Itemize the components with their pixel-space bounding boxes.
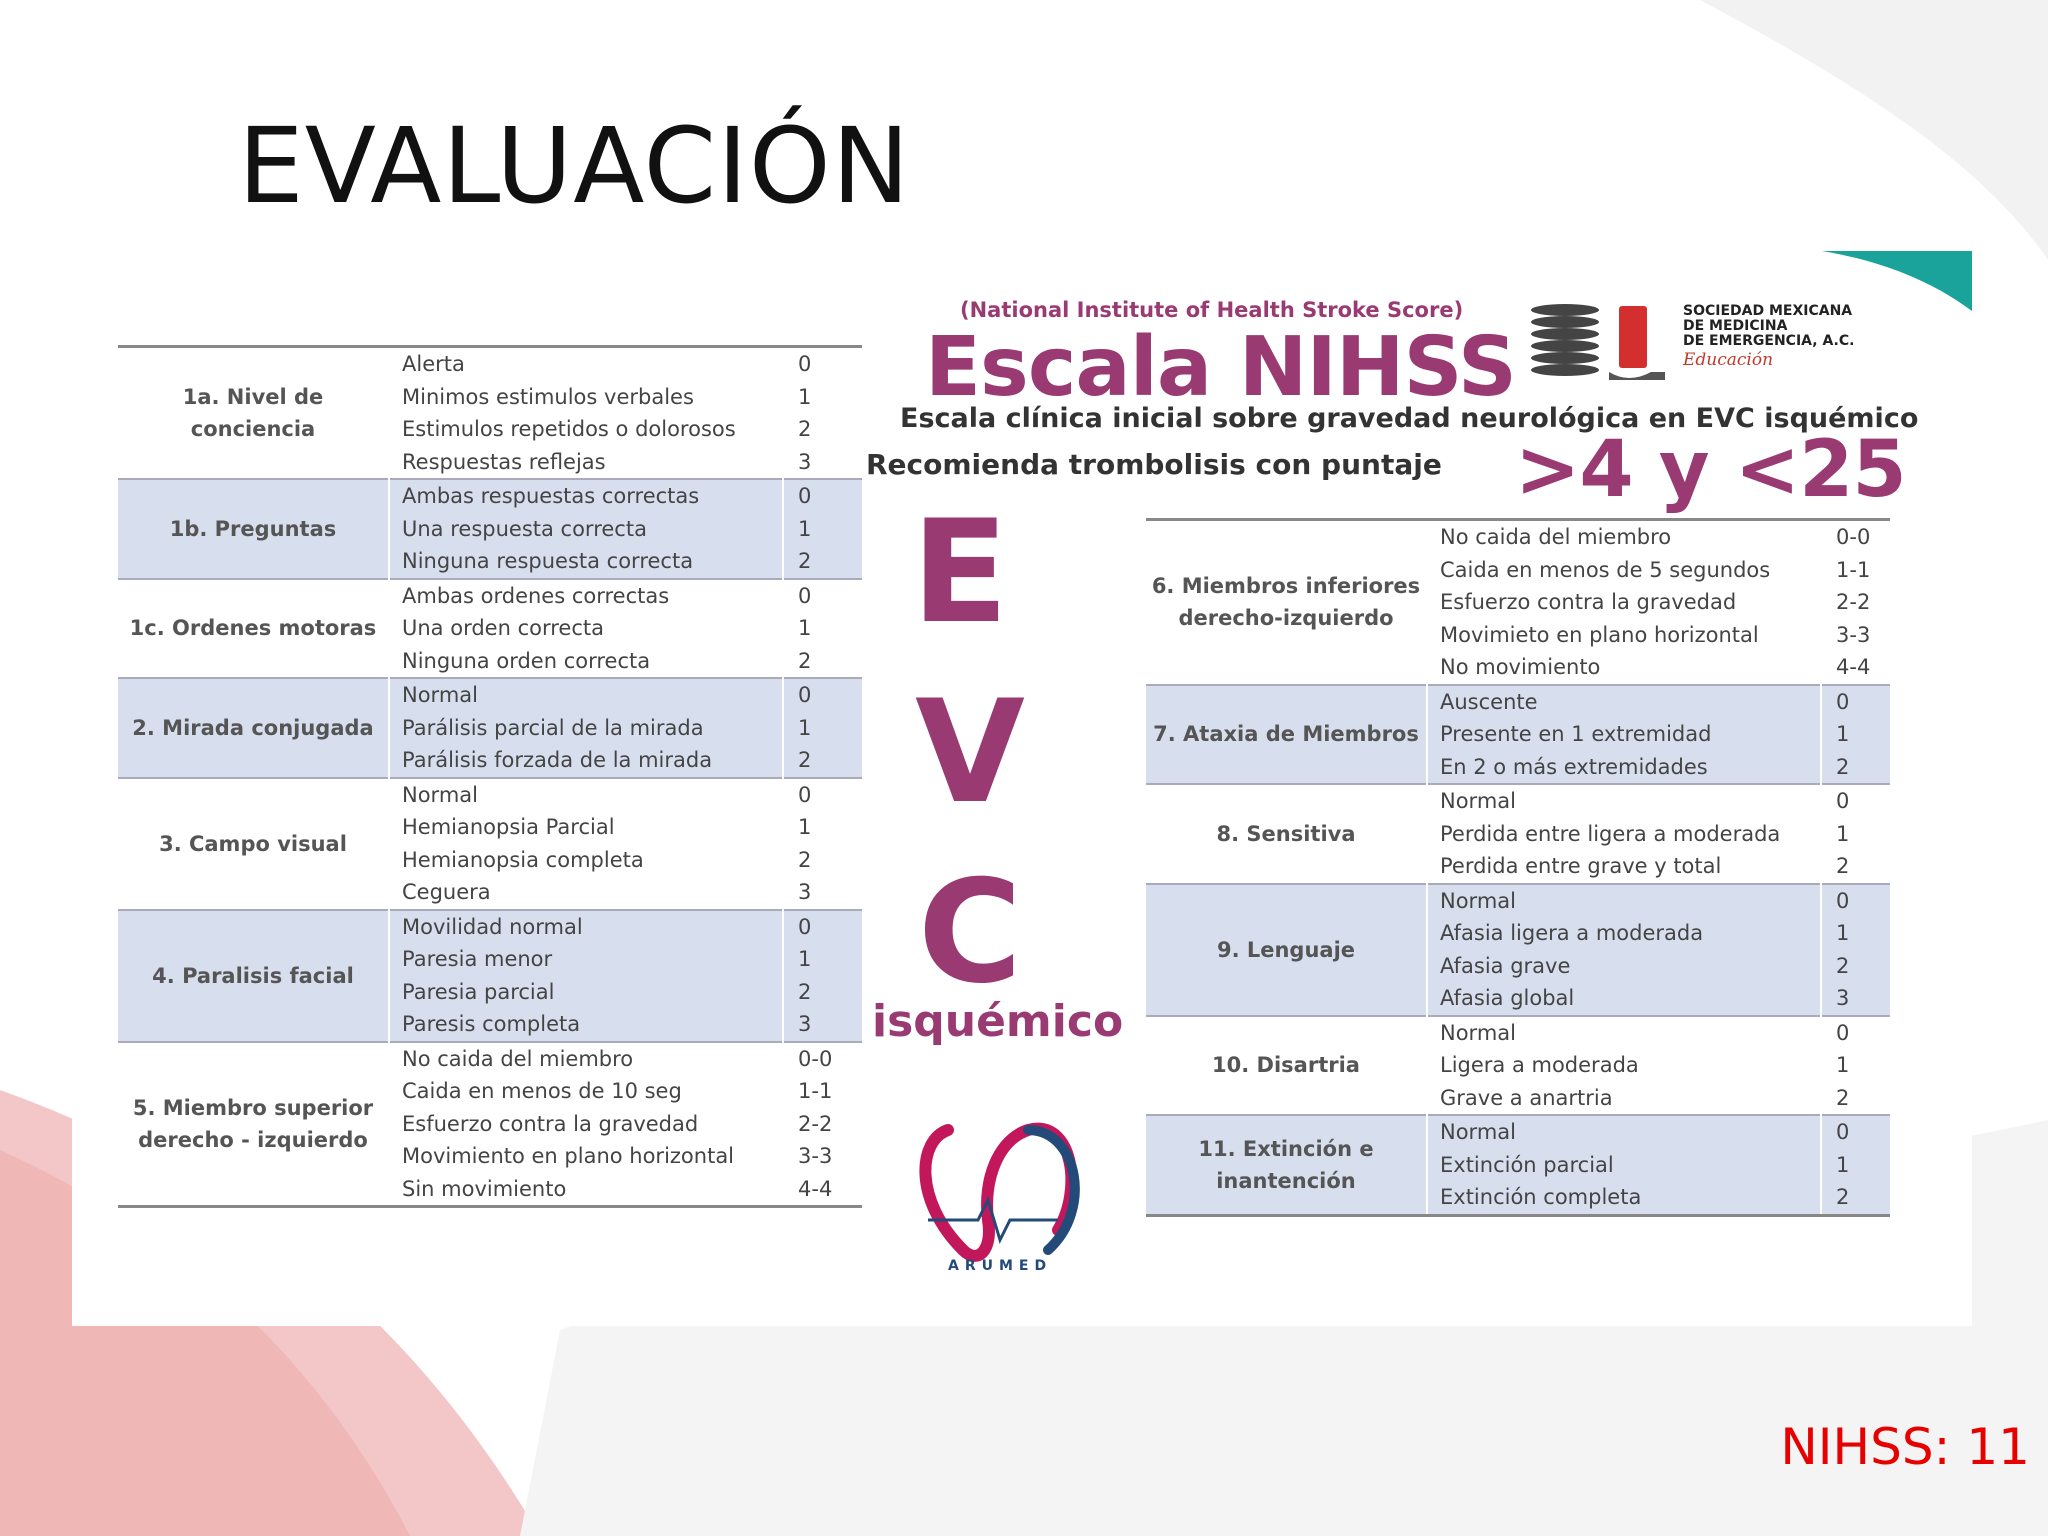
score-value: 2-2 (1836, 590, 1871, 614)
option-text: Normal (1440, 888, 1516, 913)
option-text: No caida del miembro (1440, 525, 1672, 549)
option-text: Caida en menos de 5 segundos (1440, 557, 1771, 582)
option-text: Minimos estimulos verbales (402, 384, 694, 409)
option-text: Hemianopsia completa (402, 847, 644, 872)
score-value: 2 (798, 417, 812, 441)
item-label: 3. Campo visual (159, 831, 347, 856)
option-text: No movimiento (1440, 655, 1601, 679)
escala-title: Escala NIHSS (925, 320, 1516, 415)
score-value: 0 (1836, 888, 1850, 913)
item-scores (1821, 1016, 1890, 1116)
nihss-item-row (118, 347, 862, 480)
item-scores (783, 678, 862, 778)
option-text: Normal (1440, 1020, 1516, 1045)
item-options (389, 347, 783, 480)
society-logo-block (1525, 300, 1945, 390)
nihss-table-right (1146, 518, 1890, 1217)
recommend-text: Recomienda trombolisis con puntaje (866, 448, 1442, 481)
item-label: 1b. Preguntas (118, 479, 389, 579)
item-options (389, 678, 783, 778)
item-options (1427, 784, 1821, 884)
option-text: Afasia ligera a moderada (1440, 921, 1704, 945)
option-text: Respuestas reflejas (402, 449, 606, 474)
score-value: 1 (798, 616, 812, 640)
score-value: 0 (1836, 689, 1850, 714)
option-text: En 2 o más extremidades (1440, 754, 1708, 779)
item-options (389, 479, 783, 579)
nihss-item-row (1146, 1115, 1890, 1215)
option-text: Normal (402, 782, 478, 807)
option-text: Movimiento en plano horizontal (402, 1144, 735, 1168)
item-scores (783, 1042, 862, 1207)
item-options (389, 778, 783, 910)
letter-e: E (911, 490, 1009, 655)
score-value: 2 (798, 648, 812, 673)
score-value: 2 (798, 748, 812, 772)
item-scores (1821, 1115, 1890, 1215)
isquemico-label: isquémico (872, 996, 1124, 1047)
item-options (1427, 520, 1821, 685)
nihss-item-row (1146, 1016, 1890, 1116)
score-value: 0 (798, 914, 812, 939)
score-value: 0 (1836, 789, 1850, 813)
society-name: SOCIEDAD MEXICANA DE MEDICINA DE EMERGENCIA, A.C. (1683, 303, 1855, 349)
item-scores (1821, 884, 1890, 1016)
nihss-item-row (1146, 784, 1890, 884)
slide-title: EVALUACIÓN (238, 105, 911, 227)
option-text: Caida en menos de 10 seg (402, 1079, 682, 1103)
option-text: Sin movimiento (402, 1176, 567, 1201)
item-options (389, 910, 783, 1042)
score-value: 2 (1836, 1085, 1850, 1110)
score-value: 1 (798, 715, 812, 740)
recommend-range: >4 y <25 (1515, 425, 1906, 515)
letter-c: C (917, 850, 1023, 1015)
option-text: Ligera a moderada (1440, 1053, 1639, 1077)
score-value: 1-1 (1836, 557, 1871, 582)
option-text: Ceguera (402, 880, 491, 904)
score-value: 4-4 (1836, 655, 1871, 679)
score-value: 0 (798, 683, 812, 707)
item-label: 1a. Nivel de conciencia (182, 385, 324, 441)
option-text: Grave a anartria (1440, 1085, 1613, 1110)
nihss-item-row (1146, 520, 1890, 685)
score-value: 0 (798, 583, 812, 608)
item-label: 7. Ataxia de Miembros (1146, 685, 1427, 785)
option-text: Hemianopsia Parcial (402, 815, 615, 839)
score-value: 1 (1836, 921, 1850, 945)
item-scores (783, 778, 862, 910)
option-text: Perdida entre grave y total (1440, 854, 1722, 878)
item-scores (1821, 784, 1890, 884)
score-value: 2 (1836, 953, 1850, 978)
score-value: 1 (1836, 1152, 1850, 1177)
option-text: Ninguna respuesta correcta (402, 549, 694, 573)
option-text: Ambas ordenes correctas (402, 583, 670, 608)
score-value: 3 (798, 449, 812, 474)
option-text: No caida del miembro (402, 1046, 634, 1071)
option-text: Extinción parcial (1440, 1152, 1614, 1177)
score-value: 1-1 (798, 1079, 833, 1103)
option-text: Auscente (1440, 689, 1538, 714)
item-options (389, 579, 783, 679)
option-text: Presente en 1 extremidad (1440, 722, 1712, 746)
nihss-item-row (118, 479, 862, 579)
item-label: 2. Mirada conjugada (118, 678, 389, 778)
item-options (1427, 685, 1821, 785)
nihss-score-note: NIHSS: 11 (1780, 1418, 2030, 1476)
option-text: Alerta (402, 352, 465, 376)
option-text: Normal (402, 683, 478, 707)
option-text: Parálisis forzada de la mirada (402, 748, 713, 772)
score-value: 2 (798, 847, 812, 872)
item-scores (1821, 520, 1890, 685)
subtitle: Escala clínica inicial sobre gravedad neurológica en EVC isquémico (900, 403, 1919, 434)
item-label: 9. Lenguaje (1146, 884, 1427, 1016)
score-value: 4-4 (798, 1176, 833, 1201)
nih-title: (National Institute of Health Stroke Score) (960, 298, 1464, 322)
score-value: 2 (798, 979, 812, 1004)
option-text: Una orden correcta (402, 616, 604, 640)
nihss-item-row (118, 778, 862, 910)
score-value: 1 (1836, 821, 1850, 846)
score-value: 3 (798, 1012, 812, 1036)
option-text: Movilidad normal (402, 914, 583, 939)
score-value: 3 (1836, 986, 1850, 1010)
item-scores (1821, 685, 1890, 785)
society-subtitle: Educación (1683, 350, 1774, 370)
option-text: Afasia grave (1440, 953, 1571, 978)
score-value: 2 (1836, 1185, 1850, 1209)
option-text: Paresia parcial (402, 979, 555, 1004)
score-value: 1 (798, 384, 812, 409)
option-text: Esfuerzo contra la gravedad (1440, 590, 1737, 614)
score-value: 2 (798, 549, 812, 573)
item-label: 10. Disartria (1212, 1053, 1360, 1078)
score-value: 0 (798, 352, 812, 376)
score-value: 2 (1836, 854, 1850, 878)
option-text: Ambas respuestas correctas (402, 484, 700, 508)
option-text: Extinción completa (1440, 1185, 1642, 1209)
score-value: 1 (798, 947, 812, 971)
score-value: 0 (798, 782, 812, 807)
item-options (1427, 1016, 1821, 1116)
item-label: 6. Miembros inferiores derecho-izquierdo (1151, 574, 1421, 631)
option-text: Estimulos repetidos o dolorosos (402, 417, 736, 441)
option-text: Normal (1440, 1120, 1516, 1144)
score-value: 2-2 (798, 1111, 833, 1136)
item-label: 11. Extinción e inantención (1146, 1115, 1427, 1215)
score-value: 3-3 (798, 1144, 833, 1168)
nihss-item-row (118, 579, 862, 679)
item-scores (783, 479, 862, 579)
letter-v: V (915, 670, 1025, 835)
option-text: Ninguna orden correcta (402, 648, 651, 673)
score-value: 1 (1836, 1053, 1850, 1077)
option-text: Afasia global (1440, 986, 1575, 1010)
score-value: 0-0 (1836, 525, 1871, 549)
option-text: Paresia menor (402, 947, 553, 971)
item-options (389, 1042, 783, 1207)
score-value: 1 (798, 516, 812, 541)
score-value: 3-3 (1836, 622, 1871, 647)
score-value: 1 (798, 815, 812, 839)
score-value: 0 (1836, 1020, 1850, 1045)
item-label: 5. Miembro superior derecho - izquierdo (132, 1095, 374, 1152)
item-scores (783, 347, 862, 480)
score-value: 3 (798, 880, 812, 904)
item-scores (783, 910, 862, 1042)
item-label: 8. Sensitiva (1216, 821, 1356, 846)
nihss-item-row (118, 678, 862, 778)
option-text: Esfuerzo contra la gravedad (402, 1111, 699, 1136)
score-value: 0 (1836, 1120, 1850, 1144)
item-label: 1c. Ordenes motoras (129, 616, 377, 641)
option-text: Perdida entre ligera a moderada (1440, 821, 1781, 846)
option-text: Paresis completa (402, 1012, 581, 1036)
society-logo (1525, 300, 1670, 390)
nihss-item-row (1146, 685, 1890, 785)
item-options (1427, 1115, 1821, 1215)
nihss-table-left (118, 345, 862, 1208)
item-options (1427, 884, 1821, 1016)
item-scores (783, 579, 862, 679)
option-text: Parálisis parcial de la mirada (402, 715, 704, 740)
arumed-logo-text: ARUMED (948, 1258, 1053, 1274)
nihss-item-row (118, 1042, 862, 1207)
score-value: 1 (1836, 722, 1850, 746)
nihss-item-row (118, 910, 862, 1042)
option-text: Una respuesta correcta (402, 516, 647, 541)
item-label: 4. Paralisis facial (118, 910, 389, 1042)
option-text: Normal (1440, 789, 1516, 813)
nihss-item-row (1146, 884, 1890, 1016)
score-value: 2 (1836, 754, 1850, 779)
score-value: 0-0 (798, 1046, 833, 1071)
score-value: 0 (798, 484, 812, 508)
option-text: Movimieto en plano horizontal (1440, 622, 1759, 647)
